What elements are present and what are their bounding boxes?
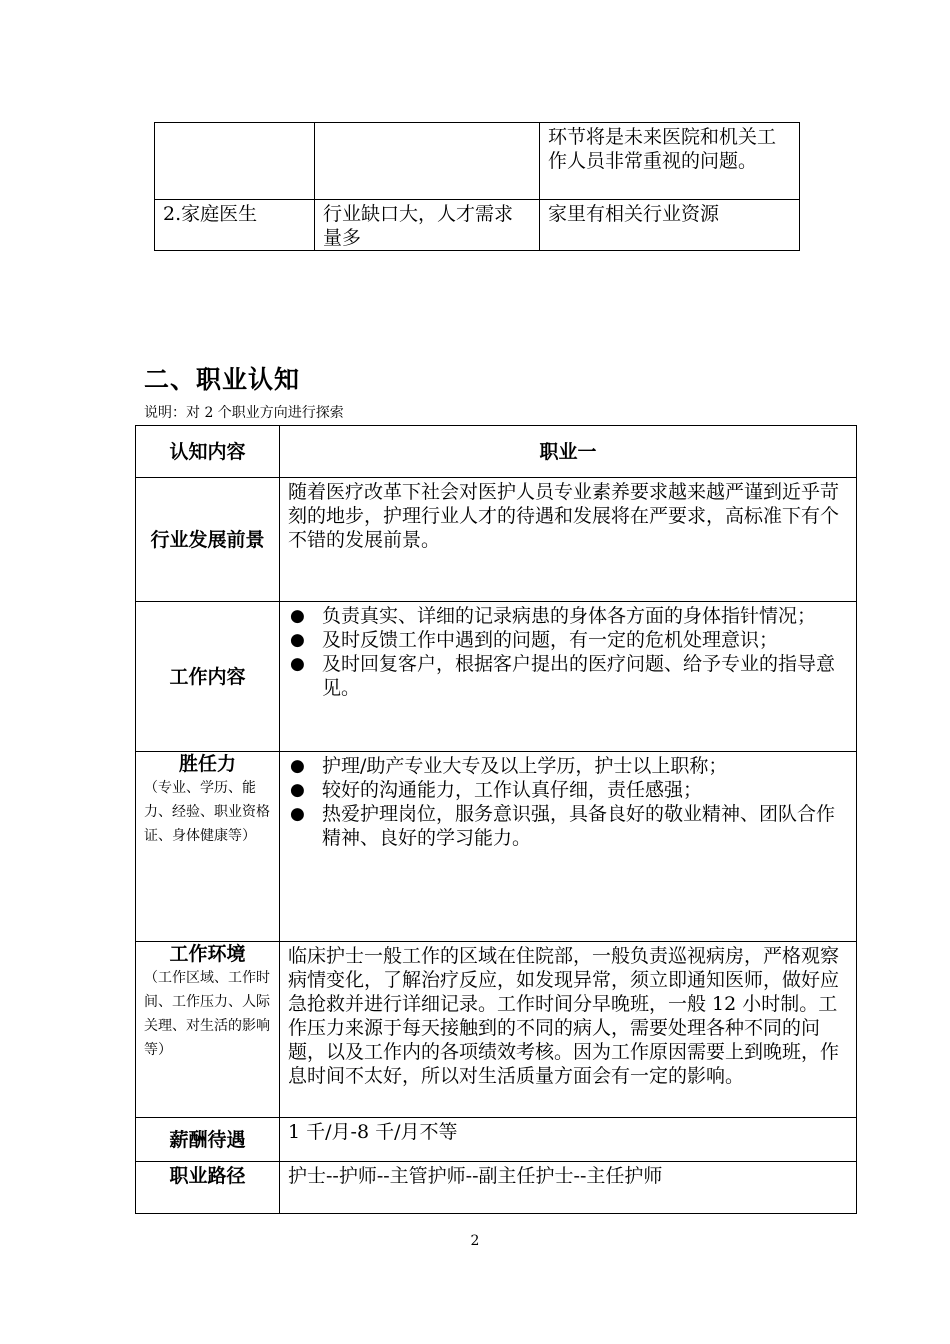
career-cognition-table <box>135 425 857 1214</box>
table-row-prospect <box>136 478 857 602</box>
list-item: ● 热爱护理岗位，服务意识强，具备良好的敬业精神、团队合作精神、良好的学习能力。 <box>288 802 848 850</box>
table-row <box>155 200 800 251</box>
competence-list <box>288 754 848 850</box>
table-row-work-content <box>136 602 857 752</box>
label-path: 职业路径 <box>136 1162 280 1214</box>
table-cell: 行业缺口大，人才需求量多 <box>315 200 540 251</box>
environment-text: 临床护士一般工作的区域在住院部，一般负责巡视病房，严格观察病情变化，了解治疗反应，如发现异常，须立即通知医师，做好应急抢救并进行详细记录。工作时间分早晚班，一般 12 小时制。工作压力来源于每天接触到的不同的病人，需要处理各种不同的问题，以及工作内的各项绩效考核。因为工作原因需要上到晚班，作息时间不太好，所以对生活质量方面会有一定的影响。 <box>280 942 857 1118</box>
list-item: ● 护理/助产专业大专及以上学历，护士以上职称； <box>288 754 848 778</box>
label-salary: 薪酬待遇 <box>136 1118 280 1162</box>
label-competence: 胜任力 <box>178 753 236 775</box>
environment-label-cell <box>136 942 280 1118</box>
list-item: ● 及时反馈工作中遇到的问题，有一定的危机处理意识； <box>288 628 848 652</box>
table-cell: 2.家庭医生 <box>155 200 315 251</box>
table-cell <box>315 123 540 200</box>
page-number: 2 <box>470 1233 480 1249</box>
table-row-path <box>136 1162 857 1214</box>
salary-text: 1 千/月-8 千/月不等 <box>280 1118 857 1162</box>
environment-sub-label: （工作区域、工作时间、工作压力、人际关理、对生活的影响等） <box>144 970 270 1058</box>
competence-cell <box>280 752 857 942</box>
section-title: 二、职业认知 <box>144 365 301 394</box>
section-note: 说明：对 2 个职业方向进行探索 <box>144 405 344 421</box>
table-cell: 家里有相关行业资源 <box>540 200 800 251</box>
path-text: 护士--护师--主管护师--副主任护士--主任护师 <box>280 1162 857 1214</box>
list-item: ● 负责真实、详细的记录病患的身体各方面的身体指针情况； <box>288 604 848 628</box>
table-cell <box>155 123 315 200</box>
prospect-text: 随着医疗改革下社会对医护人员专业素养要求越来越严谨到近乎苛刻的地步，护理行业人才的待遇和发展将在严要求，高标准下有个不错的发展前景。 <box>280 478 857 602</box>
label-work-content: 工作内容 <box>136 602 280 752</box>
label-prospect: 行业发展前景 <box>136 478 280 602</box>
label-environment: 工作环境 <box>169 943 246 965</box>
table-header-row <box>136 426 857 478</box>
list-item: ● 较好的沟通能力，工作认真仔细，责任感强； <box>288 778 848 802</box>
list-item: ● 及时回复客户，根据客户提出的医疗问题、给予专业的指导意见。 <box>288 652 848 700</box>
table-row-salary <box>136 1118 857 1162</box>
header-cognition-content: 认知内容 <box>136 426 280 478</box>
previous-career-table <box>154 122 800 251</box>
table-row-environment <box>136 942 857 1118</box>
competence-label-cell <box>136 752 280 942</box>
table-cell: 环节将是未来医院和机关工作人员非常重视的问题。 <box>540 123 800 200</box>
header-career-one: 职业一 <box>280 426 857 478</box>
table-row <box>155 123 800 200</box>
work-content-cell <box>280 602 857 752</box>
work-content-list <box>288 604 848 700</box>
competence-sub-label: （专业、学历、能力、经验、职业资格证、身体健康等） <box>144 780 270 844</box>
table-row-competence <box>136 752 857 942</box>
